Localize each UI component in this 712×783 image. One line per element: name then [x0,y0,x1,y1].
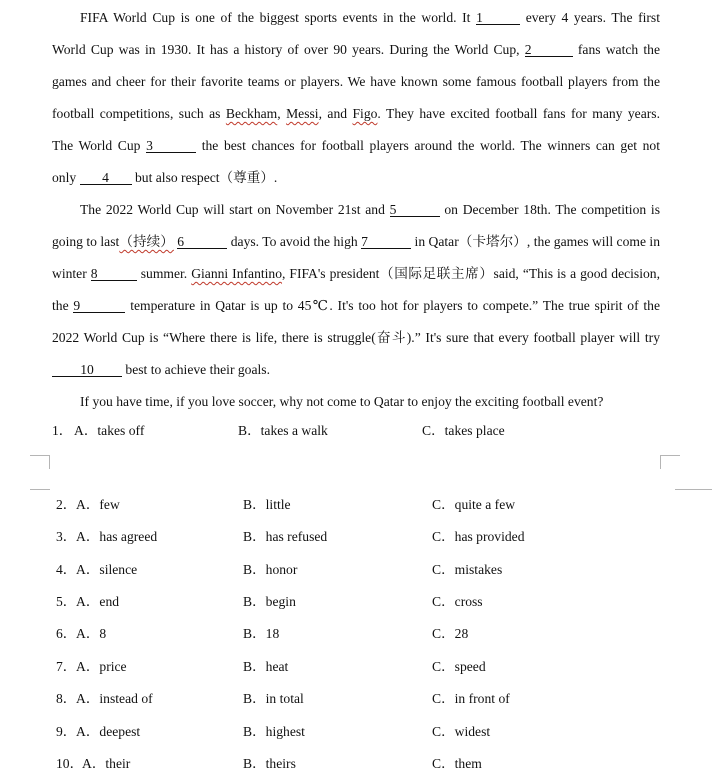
passage-line: FIFA World Cup is one of the biggest sports events in the world. It 1 every 4 years. The first [80,10,660,25]
blank-7[interactable]: 7 [361,235,411,249]
option-b[interactable]: B．has refused [243,529,328,544]
question-number: 1． [52,423,73,438]
option-a[interactable]: A．instead of [76,691,153,706]
question-number: 7． [56,659,77,674]
question-row [56,593,676,611]
option-a[interactable]: A．has agreed [76,529,158,544]
blank-2[interactable]: 2 [525,43,573,57]
option-b[interactable]: B．honor [243,562,298,577]
question-number: 2． [56,497,77,512]
page-corner-mark [30,455,50,456]
question-row [56,528,676,546]
blank-4[interactable]: 4 [80,171,132,185]
option-b[interactable]: B．heat [243,659,289,674]
option-a[interactable]: A．their [82,756,131,771]
question-row [56,496,676,514]
question-row [56,690,676,708]
question-number: 4． [56,562,77,577]
question-row [52,422,672,440]
blank-3[interactable]: 3 [146,139,196,153]
option-c[interactable]: C．in front of [432,691,510,706]
blank-1[interactable]: 1 [476,11,520,25]
option-a[interactable]: A．deepest [76,724,141,739]
option-a[interactable]: A．takes off [74,423,145,438]
blank-8[interactable]: 8 [91,267,137,281]
question-number: 10． [56,756,84,771]
question-row [56,723,676,741]
option-a[interactable]: A．few [76,497,120,512]
option-b[interactable]: B．18 [243,626,280,641]
option-c[interactable]: C．28 [432,626,469,641]
option-a[interactable]: A．end [76,594,120,609]
page-corner-mark [675,489,712,490]
option-a[interactable]: A．price [76,659,127,674]
passage-line: going to last（持续） 6 days. To avoid the high 7 in Qatar（卡塔尔）, the games will come in [52,234,660,249]
option-a[interactable]: A．silence [76,562,138,577]
question-number: 3． [56,529,77,544]
passage-line: only 4 but also respect（尊重）. [52,170,278,185]
option-b[interactable]: B．in total [243,691,304,706]
passage-closing-line: If you have time, if you love soccer, why not come to Qatar to enjoy the exciting football event? [80,394,604,409]
question-number: 8． [56,691,77,706]
name-infantino: Gianni Infantino [191,266,283,281]
question-number: 5． [56,594,77,609]
option-c[interactable]: C．cross [432,594,483,609]
option-b[interactable]: B．begin [243,594,296,609]
option-b[interactable]: B．highest [243,724,305,739]
passage-line: The World Cup 3 the best chances for football players around the world. The winners can get not [52,138,661,153]
question-number: 9． [56,724,77,739]
question-number: 6． [56,626,77,641]
passage-line: winter 8 summer. Gianni Infantino, FIFA's president（国际足联主席）said, “This is a good decision, [52,266,660,281]
option-c[interactable]: C．quite a few [432,497,516,512]
passage-line: 2022 World Cup is “Where there is life, there is struggle(奋斗).” It's sure that every football player will try [52,330,660,345]
option-c[interactable]: C．takes place [422,423,505,438]
page-corner-mark [30,489,50,490]
blank-5[interactable]: 5 [390,203,440,217]
passage-line: World Cup was in 1930. It has a history of over 90 years. During the World Cup, 2 fans watch the [52,42,660,57]
page-corner-mark [660,455,661,469]
question-row [56,658,676,676]
option-b[interactable]: B．takes a walk [238,423,328,438]
passage-line: the 9 temperature in Qatar is up to 45℃. It's too hot for players to compete.” The true spirit of the [52,298,661,313]
option-b[interactable]: B．little [243,497,291,512]
passage-line: games and cheer for their favorite teams or players. We have known some famous football players from the [52,74,660,89]
option-c[interactable]: C．speed [432,659,486,674]
page-corner-mark [660,455,680,456]
blank-6[interactable]: 6 [177,235,227,249]
passage-line: 10 best to achieve their goals. [52,362,660,378]
option-c[interactable]: C．mistakes [432,562,503,577]
blank-9[interactable]: 9 [73,299,125,313]
blank-10[interactable]: 10 [52,363,122,377]
option-c[interactable]: C．has provided [432,529,525,544]
passage-line: football competitions, such as Beckham, Messi, and Figo. They have excited football fans for many years. [52,106,660,121]
name-figo: Figo [352,106,378,121]
option-b[interactable]: B．theirs [243,756,296,771]
question-row [56,755,676,773]
option-c[interactable]: C．them [432,756,482,771]
name-beckham: Beckham [225,106,278,121]
option-c[interactable]: C．widest [432,724,491,739]
option-a[interactable]: A．8 [76,626,107,641]
question-row [56,625,676,643]
page-corner-mark [49,455,50,469]
question-row [56,561,676,579]
name-messi: Messi [286,106,319,121]
passage-line: The 2022 World Cup will start on November 21st and 5 on December 18th. The competition is [80,202,660,217]
